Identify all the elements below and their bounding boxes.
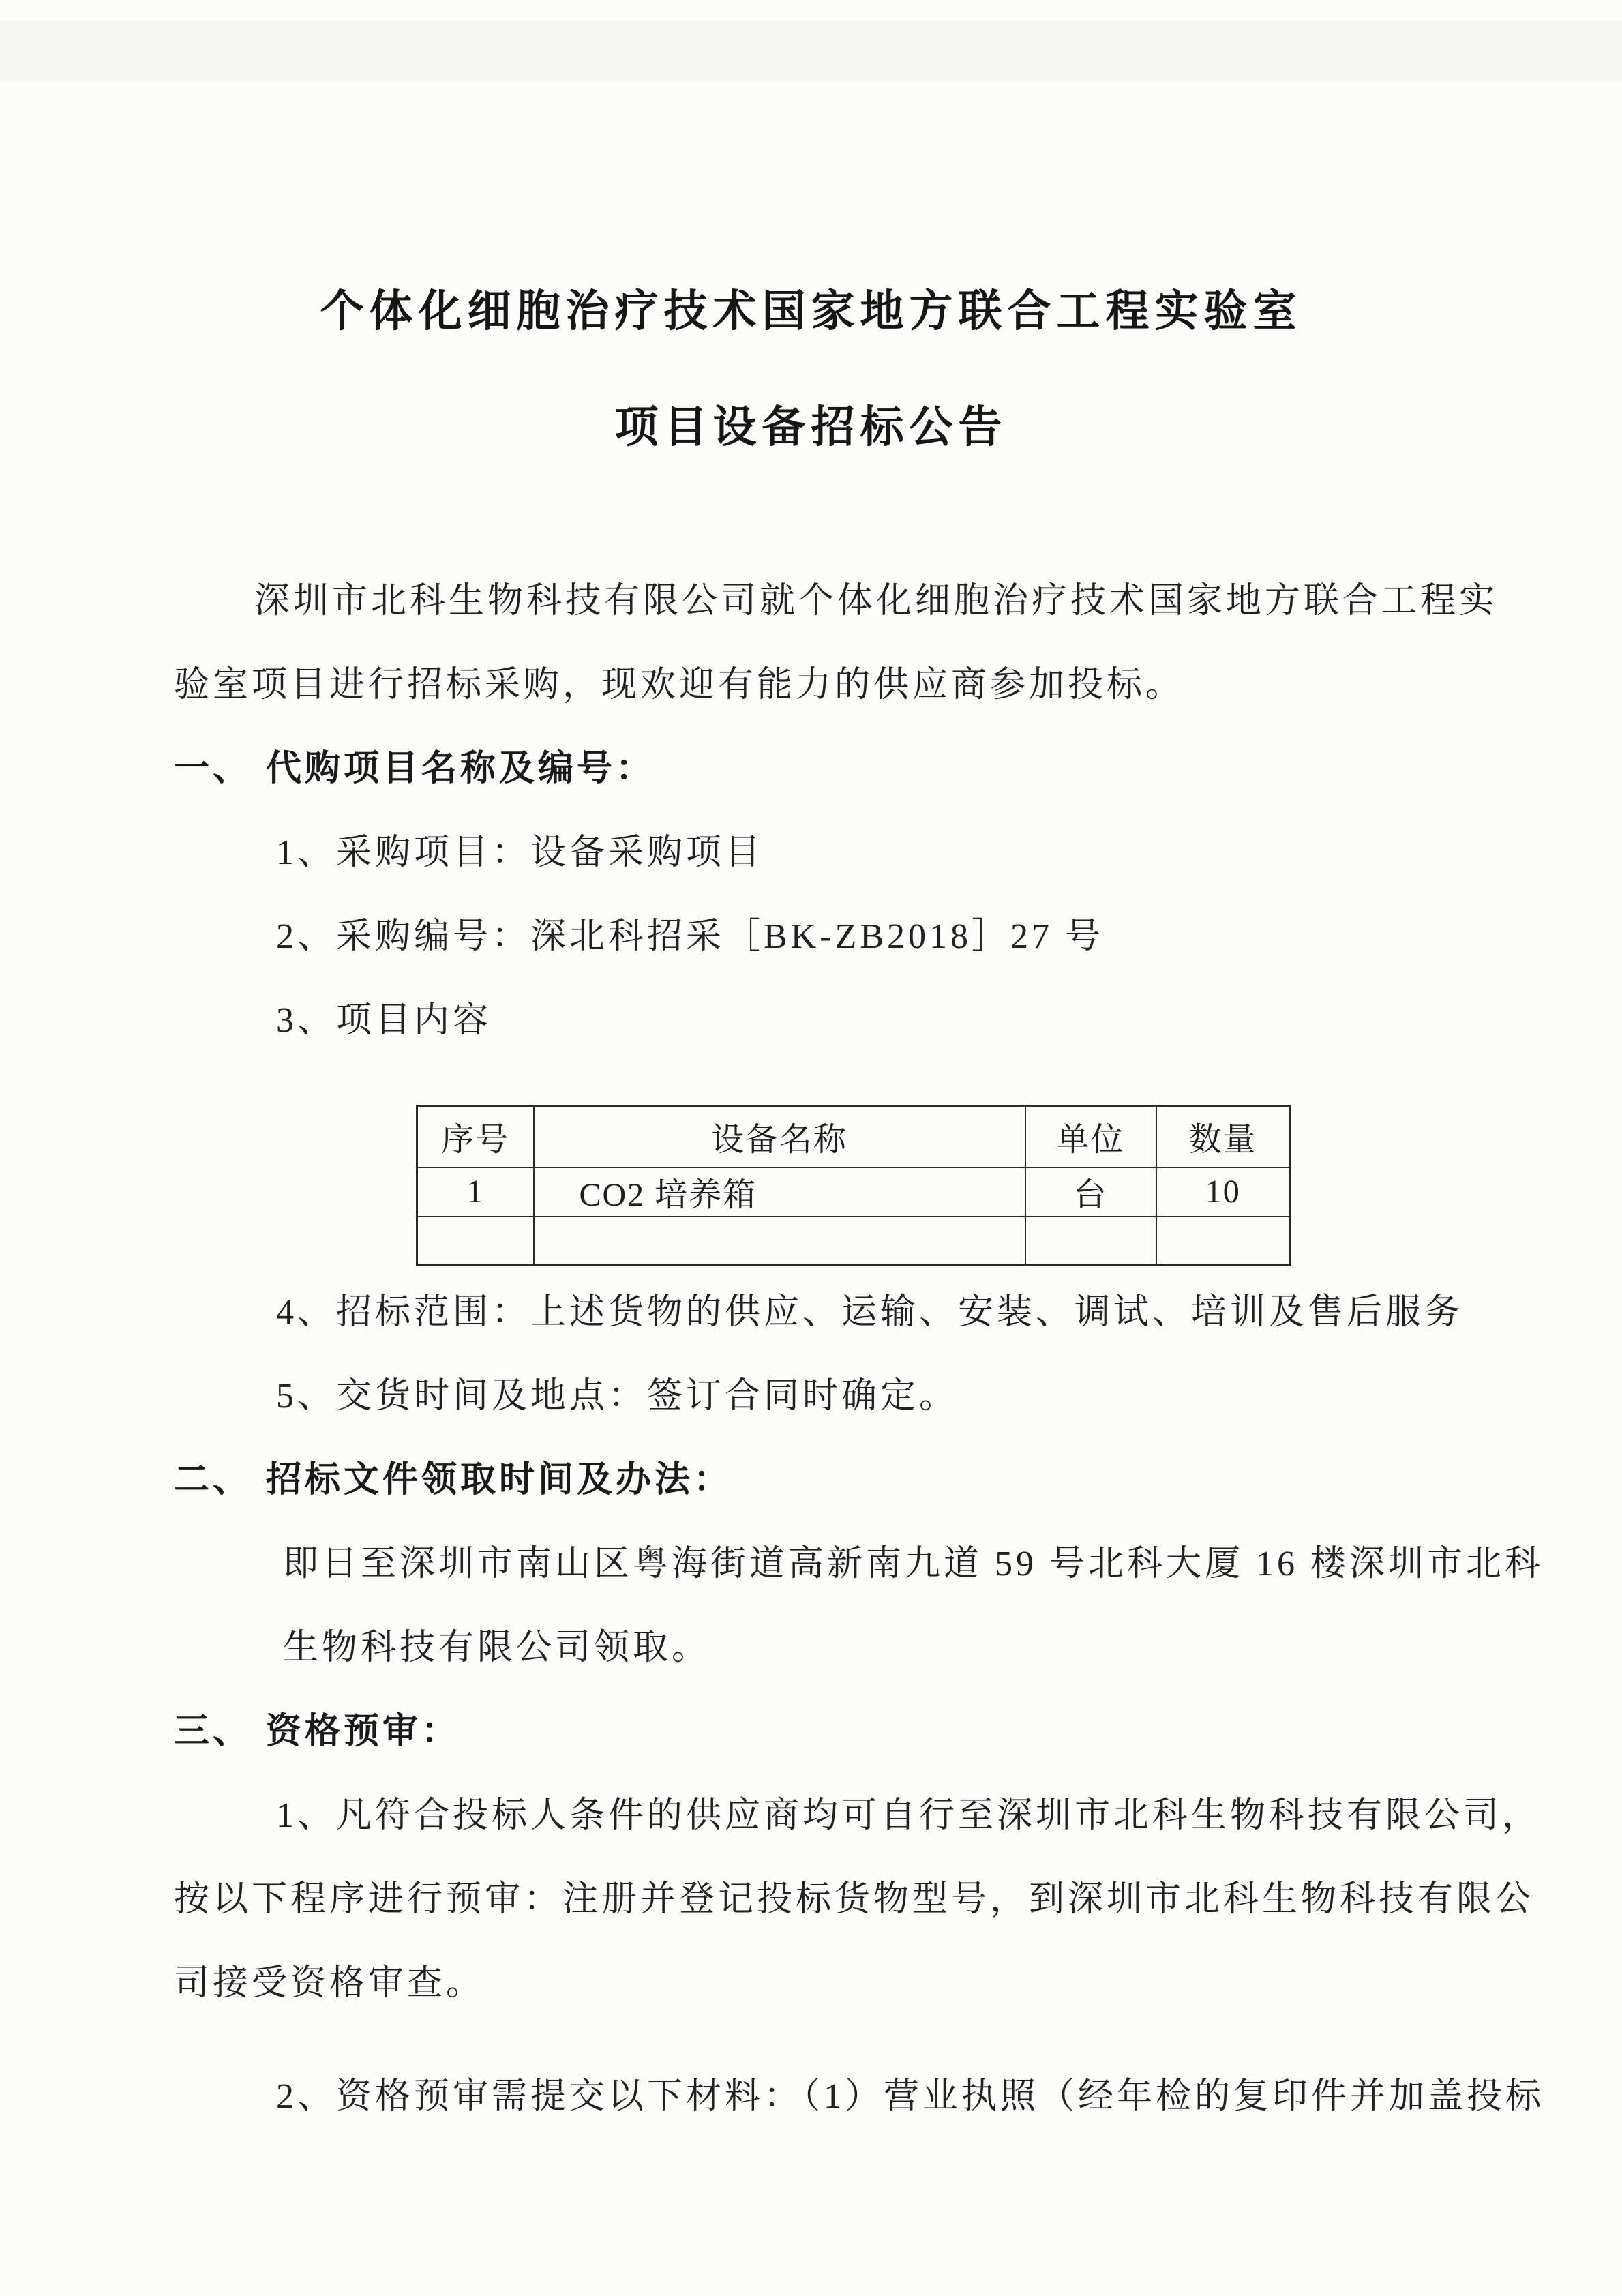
header-cell-quantity: 数量 [1156,1106,1291,1167]
document-body [0,559,1622,2138]
section-1-item-4: 4、招标范围：上述货物的供应、运输、安装、调试、培训及售后服务 [276,1293,1464,1332]
title-line-1: 个体化细胞治疗技术国家地方联合工程实验室 [320,287,1302,336]
header-cell-unit: 单位 [1025,1106,1156,1167]
equipment-table-header-row [417,1106,1291,1167]
table-row-empty [417,1217,1291,1266]
section-2-line-1: 即日至深圳市南山区粤海街道高新南九道 59 号北科大厦 16 楼深圳市北科 [283,1545,1544,1583]
section-2-line-2: 生物科技有限公司领取。 [283,1628,711,1667]
section-2-heading-text: 招标文件领取时间及办法： [266,1461,733,1500]
section-3-heading-text: 资格预审： [266,1712,461,1751]
cell-serial: 1 [417,1167,534,1217]
table-row [417,1167,1291,1217]
intro-line-2: 验室项目进行招标采购，现欢迎有能力的供应商参加投标。 [174,666,1185,704]
header-cell-device-name: 设备名称 [534,1106,1025,1167]
section-3-item-1-line-1: 1、凡符合投标人条件的供应商均可自行至深圳市北科生物科技有限公司， [276,1796,1542,1835]
section-3-item-1-line-2: 按以下程序进行预审：注册并登记投标货物型号，到深圳市北科生物科技有限公 [174,1880,1535,1919]
section-3-item-1-line-3: 司接受资格审查。 [174,1964,485,2003]
section-1-number: 一、 [174,749,252,788]
cell-unit: 台 [1025,1167,1156,1217]
section-3-item-2-line-1: 2、资格预审需提交以下材料：（1）营业执照（经年检的复印件并加盖投标 [276,2077,1545,2116]
cell-device-name: CO2 培养箱 [534,1167,1025,1217]
section-1-item-1: 1、采购项目：设备采购项目 [276,833,764,872]
title-line-2: 项目设备招标公告 [614,403,1008,451]
section-1-item-3: 3、项目内容 [276,1001,492,1040]
section-1-heading [174,727,1540,811]
cell-quantity [1156,1217,1291,1266]
header-cell-serial: 序号 [417,1106,534,1167]
intro-line-1: 深圳市北科生物科技有限公司就个体化细胞治疗技术国家地方联合工程实 [254,582,1499,621]
equipment-table [416,1105,1291,1266]
cell-unit [1025,1217,1156,1266]
section-1-item-2: 2、采购编号：深北科招采［BK-ZB2018］27 号 [276,917,1105,956]
section-3-number: 三、 [174,1712,252,1751]
cell-device-name [534,1217,1025,1266]
section-3-heading [174,1690,1540,1774]
section-2-number: 二、 [174,1461,252,1500]
cell-serial [417,1217,534,1266]
section-1-heading-text: 代购项目名称及编号： [266,749,655,788]
document-title [0,0,1622,486]
cell-quantity: 10 [1156,1167,1291,1217]
section-1-item-5: 5、交货时间及地点：签订合同时确定。 [276,1377,959,1416]
section-2-heading [174,1438,1540,1522]
